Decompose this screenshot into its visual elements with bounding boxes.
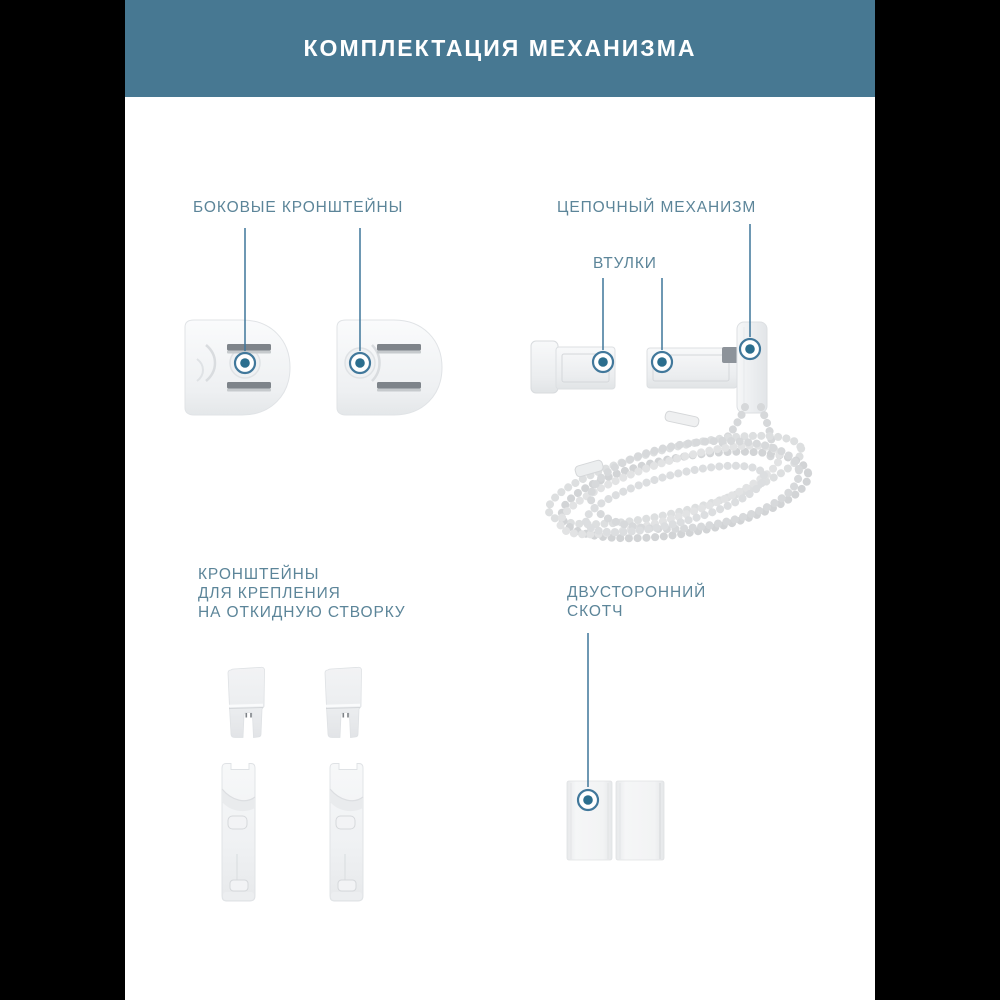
chain-bundle-image [541,411,815,555]
label-sash-brackets-line3: НА ОТКИДНУЮ СТВОРКУ [198,604,406,621]
side-bracket-right-image [336,319,444,417]
bushing-left-image [531,341,615,393]
label-tape-line2: СКОТЧ [567,603,624,620]
page-title: КОМПЛЕКТАЦИЯ МЕХАНИЗМА [303,35,697,61]
label-bushings: ВТУЛКИ [593,255,657,272]
label-tape-line1: ДВУСТОРОННИЙ [567,584,707,601]
content-area [125,0,875,1000]
sash-brackets-image [216,761,371,906]
sash-bracket-tall-left [222,764,255,902]
sash-clip-right [325,667,362,737]
header-bar [125,0,875,97]
label-chain-mechanism: ЦЕПОЧНЫЙ МЕХАНИЗМ [557,199,757,216]
label-sash-brackets-line2: ДЛЯ КРЕПЛЕНИЯ [198,585,341,602]
bushing-right-image [647,347,738,388]
sash-bracket-tall-right [330,764,363,902]
sash-clips-image [222,663,367,743]
label-side-brackets: БОКОВЫЕ КРОНШТЕЙНЫ [193,199,404,216]
bracket-boss [345,348,375,378]
double-sided-tape-image [566,780,666,862]
chain-mechanism-image [525,315,875,560]
side-bracket-left-image [184,319,292,417]
label-sash-brackets [198,565,406,622]
chain-mechanism-flange [737,322,767,413]
sash-clip-left [228,667,265,737]
label-double-sided-tape [567,583,706,621]
label-sash-brackets-line1: КРОНШТЕЙНЫ [198,566,320,583]
